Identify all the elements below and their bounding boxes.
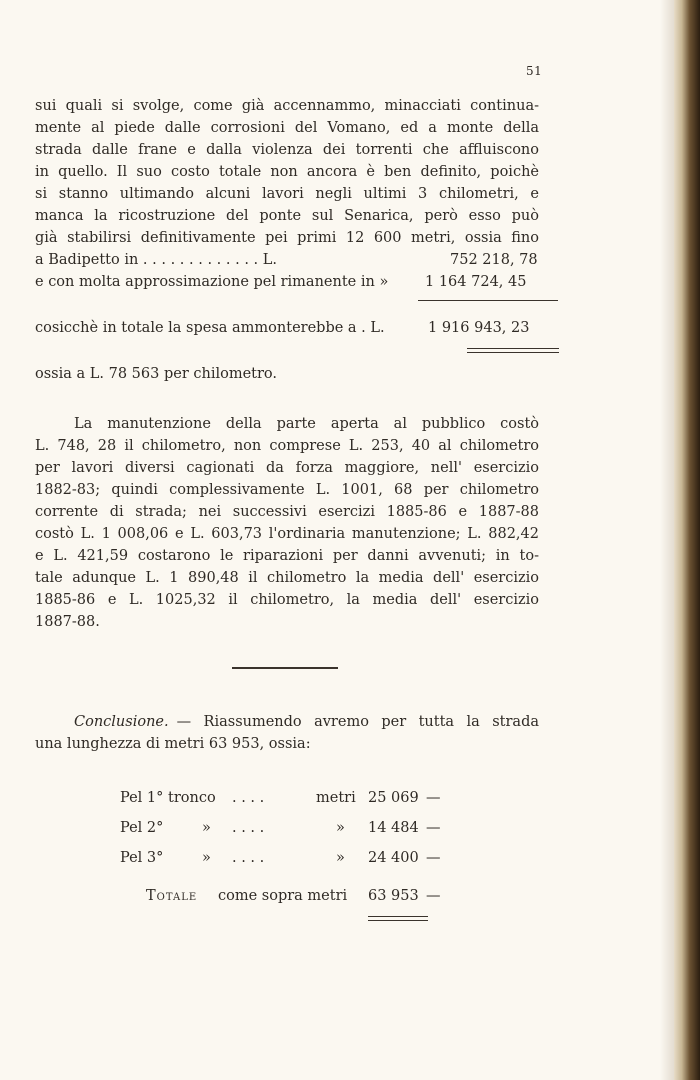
text-line: strada dalle frane e dalla violenza dei torrenti che affluiscono (35, 142, 539, 158)
conclusion-line-2: una lunghezza di metri 63 953, ossia: (35, 736, 311, 752)
conclusion-heading: Conclusione. (74, 714, 169, 730)
cost-label-rimanente: e con molta approssimazione pel rimanente in » (35, 274, 389, 290)
text-line: manca la ricostruzione del ponte sul Senarica, però esso può (35, 208, 539, 224)
page-number: 51 (526, 64, 543, 78)
cost-value-rimanente: 1 164 724, 45 (425, 274, 527, 290)
conclusion-first-line (74, 712, 539, 732)
text-line: 1882-83; quindi complessivamente L. 1001, 68 per chilometro (35, 482, 539, 498)
total-label: Totale (146, 888, 198, 904)
row-unit: metri (316, 790, 356, 806)
row-dash: — (426, 790, 441, 806)
cost-value-badipetto: 752 218, 78 (450, 252, 538, 268)
text-line: 1887-88. (35, 614, 100, 630)
text-line: mente al piede dalle corrosioni del Vomano, ed a monte della (35, 120, 539, 136)
section-divider (232, 667, 338, 669)
text-line: in quello. Il suo costo totale non ancora è ben definito, poichè (35, 164, 539, 180)
cost-value-totale: 1 916 943, 23 (428, 320, 530, 336)
row-dots: . . . . (232, 820, 265, 836)
row-unit: » (336, 820, 345, 836)
cost-label-totale: cosicchè in totale la spesa ammonterebbe a . L. (35, 320, 385, 336)
text-line: 1885-86 e L. 1025,32 il chilometro, la media dell' esercizio (35, 592, 539, 608)
row-ditto: » (202, 820, 211, 836)
row-dash: — (426, 850, 441, 866)
book-spine-edge (674, 0, 700, 1080)
total-double-rule-bottom (467, 352, 559, 353)
row-dots: . . . . (232, 850, 265, 866)
total-double-rule-top (368, 916, 428, 917)
text-line: e L. 421,59 costarono le riparazioni per danni avvenuti; in to- (35, 548, 539, 564)
cost-label-badipetto: a Badipetto in . . . . . . . . . . . . . L. (35, 252, 277, 268)
text-line: corrente di strada; nei successivi esercizi 1885-86 e 1887-88 (35, 504, 539, 520)
page-gutter-shadow (660, 0, 674, 1080)
text-line: si stanno ultimando alcuni lavori negli ultimi 3 chilometri, e (35, 186, 539, 202)
text-line: costò L. 1 008,06 e L. 603,73 l'ordinaria manutenzione; L. 882,42 (35, 526, 539, 542)
row-label: Pel 2° (120, 820, 164, 836)
text-line: L. 748, 28 il chilometro, non comprese L. 253, 40 al chilometro (35, 438, 539, 454)
text-line: La manutenzione della parte aperta al pubblico costò (74, 416, 539, 432)
row-label: Pel 1° tronco (120, 790, 216, 806)
text-line: sui quali si svolge, come già accennammo, minacciati continua- (35, 98, 539, 114)
total-rest: come sopra metri (218, 888, 348, 904)
row-value: 25 069 (368, 790, 419, 806)
total-dash: — (426, 888, 441, 904)
row-ditto: » (202, 850, 211, 866)
total-value: 63 953 (368, 888, 419, 904)
total-double-rule-bottom (368, 920, 428, 921)
total-double-rule-top (467, 348, 559, 349)
cost-per-km: ossia a L. 78 563 per chilometro. (35, 366, 277, 382)
row-dash: — (426, 820, 441, 836)
sum-rule (418, 300, 558, 301)
row-value: 14 484 (368, 820, 419, 836)
row-unit: » (336, 850, 345, 866)
row-label: Pel 3° (120, 850, 164, 866)
conclusion-line-1: — Riassumendo avremo per tutta la strada (176, 714, 539, 730)
row-dots: . . . . (232, 790, 265, 806)
row-value: 24 400 (368, 850, 419, 866)
text-line: già stabilirsi definitivamente pei primi 12 600 metri, ossia fino (35, 230, 539, 246)
text-line: per lavori diversi cagionati da forza maggiore, nell' esercizio (35, 460, 539, 476)
text-line: tale adunque L. 1 890,48 il chilometro la media dell' esercizio (35, 570, 539, 586)
